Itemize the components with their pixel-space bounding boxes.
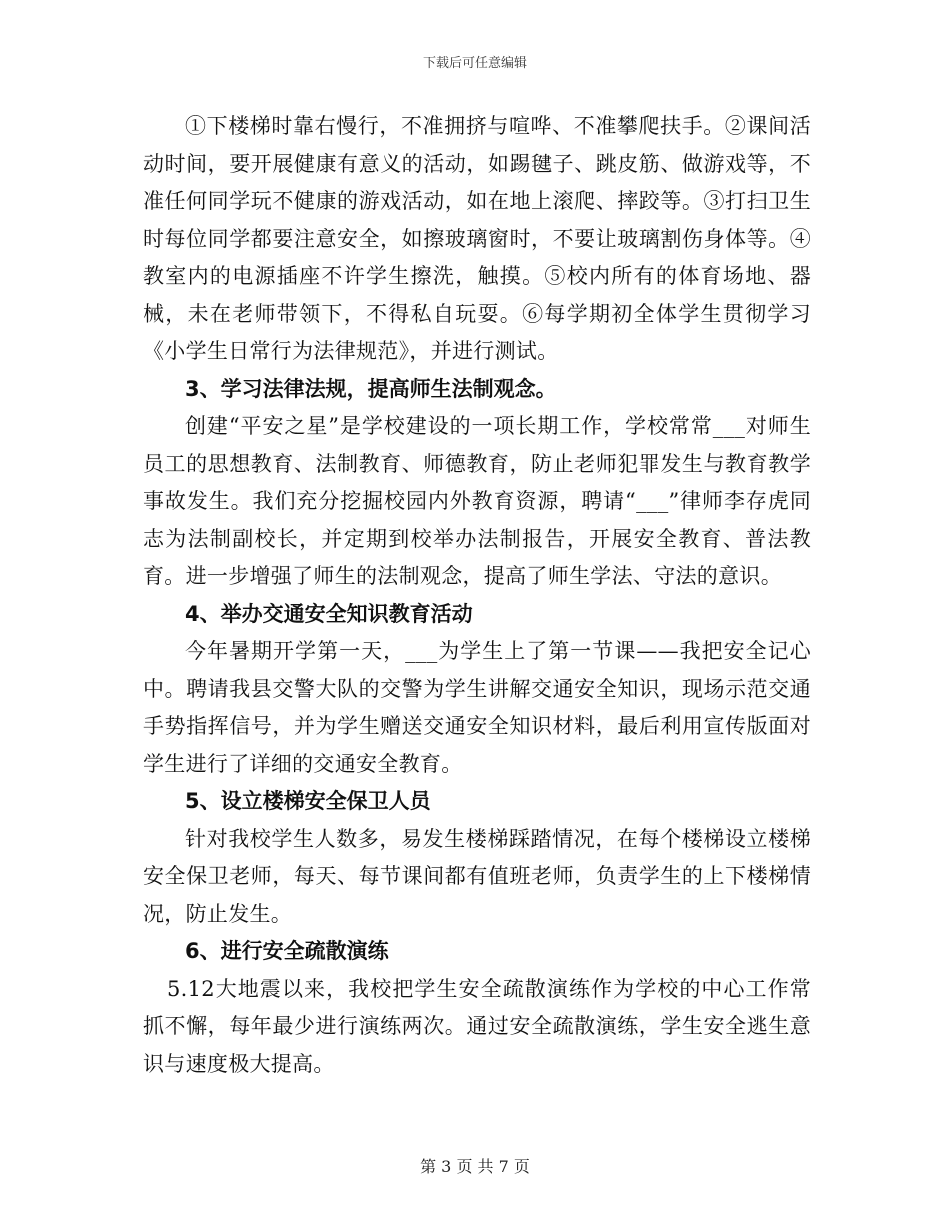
page-header: 下载后可任意编辑 — [422, 56, 527, 71]
paragraph-law-education: 创建“平安之星”是学校建设的一项长期工作，学校常常___对师生员工的思想教育、法制教育、师德教育，防止老师犯罪发生与教育教学事故发生。我们充分挖掘校园内外教育资源，聘请“___”律师李存虎同志为法制副校长，并定期到校举办法制报告，开展安全教育、普法教育。进一步增强了师生的法制观念，提高了师生学法、守法的意识。 — [143, 414, 811, 588]
paragraph-stair-guards: 针对我校学生人数多，易发生楼梯踩踏情况，在每个楼梯设立楼梯安全保卫老师，每天、每节课间都有值班老师，负责学生的上下楼梯情况，防止发生。 — [143, 826, 811, 926]
paragraph-evacuation-drill: 5.12大地震以来，我校把学生安全疏散演练作为学校的中心工作常抓不懈，每年最少进行演练两次。通过安全疏散演练，学生安全逃生意识与速度极大提高。 — [143, 976, 811, 1076]
paragraph-safety-rules: ①下楼梯时靠右慢行，不准拥挤与喧哗、不准攀爬扶手。②课间活动时间，要开展健康有意义的活动，如踢毽子、跳皮筋、做游戏等，不准任何同学玩不健康的游戏活动，如在地上滚爬、摔跤等。③打扫卫生时每位同学都要注意安全，如擦玻璃窗时，不要让玻璃割伤身体等。④教室内的电源插座不许学生擦洗，触摸。⑤校内所有的体育场地、器械，未在老师带领下，不得私自玩耍。⑥每学期初全体学生贯彻学习《小学生日常行为法律规范》，并进行测试。 — [143, 114, 811, 363]
heading-stair-guards: 5、设立楼梯安全保卫人员 — [185, 789, 431, 813]
heading-traffic-safety: 4、举办交通安全知识教育活动 — [185, 601, 473, 626]
heading-law-education: 3、学习法律法规，提高师生法制观念。 — [185, 376, 557, 401]
heading-evacuation-drill: 6、进行安全疏散演练 — [185, 939, 389, 963]
document-body — [143, 108, 811, 1083]
paragraph-traffic-safety: 今年暑期开学第一天，___为学生上了第一节课——我把安全记心中。聘请我县交警大队的交警为学生讲解交通安全知识，现场示范交通手势指挥信号，并为学生赠送交通安全知识材料，最后利用宣传版面对学生进行了详细的交通安全教育。 — [143, 639, 811, 776]
page-footer: 第 3 页 共 7 页 — [420, 1157, 530, 1176]
